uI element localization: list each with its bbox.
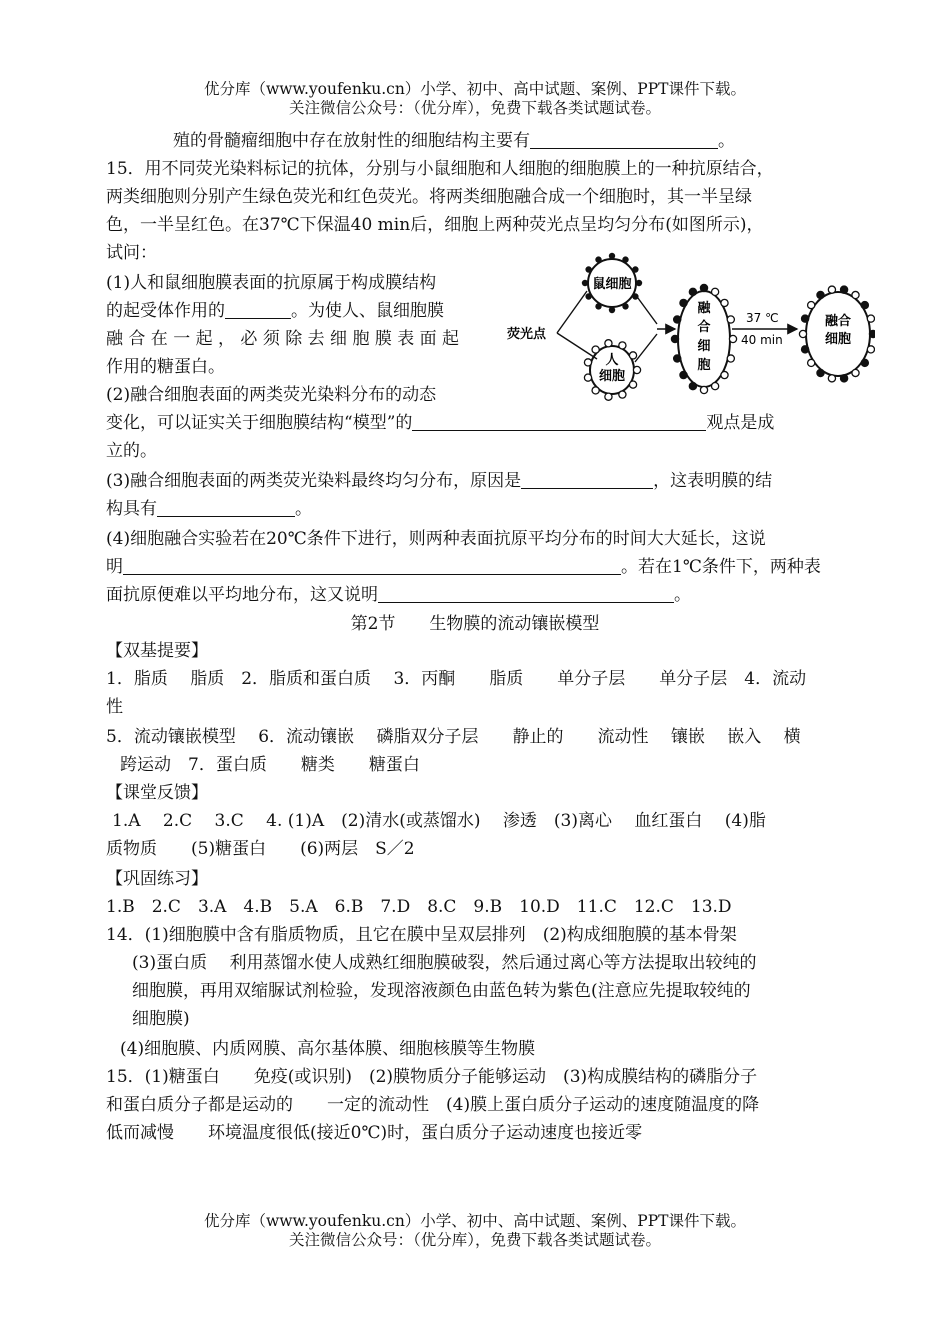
q15-sub4-blank-1[interactable] bbox=[123, 556, 621, 575]
result-cell-label-1: 融合 bbox=[824, 314, 852, 329]
q15-sub4-blank-2[interactable] bbox=[378, 584, 674, 603]
human-cell-antigen bbox=[584, 359, 591, 366]
fused-cell-antigen bbox=[674, 316, 681, 323]
answer-line-4: 跨运动 7．蛋白质 糖类 糖蛋白 bbox=[120, 755, 420, 775]
q15-sub3-blank-2[interactable] bbox=[157, 498, 295, 517]
header-line-2: 关注微信公众号：（优分库），免费下载各类试题试卷。 bbox=[288, 99, 661, 117]
q15-sub3-text-a: (3)融合细胞表面的两类荧光染料最终均匀分布，原因是 bbox=[106, 471, 522, 491]
fused-cell-label-4: 胞 bbox=[697, 358, 711, 373]
heading-feedback: 【课堂反馈】 bbox=[106, 783, 208, 803]
q15-sub2-text-a: 变化，可以证实关于细胞膜结构“模型”的 bbox=[106, 413, 413, 433]
fused-cell-antigen bbox=[729, 335, 736, 342]
q15-line-2: 两类细胞则分别产生绿色荧光和红色荧光。将两类细胞融合成一个细胞时，其一半呈绿 bbox=[106, 187, 752, 207]
result-cell-antigen bbox=[869, 330, 875, 337]
practice-line-1: 1.B 2.C 3.A 4.B 5.A 6.B 7.D 8.C 9.B 10.D 11.C 12.C 13.D bbox=[106, 897, 732, 917]
fused-cell-antigen bbox=[711, 288, 718, 295]
q15-sub2-line-1: (2)融合细胞表面的两类荧光染料分布的动态 bbox=[106, 385, 437, 405]
human-cell-antigen bbox=[619, 342, 626, 349]
mouse-cell-antigen bbox=[632, 266, 638, 272]
human-cell-antigen bbox=[592, 387, 599, 394]
q14-blank[interactable] bbox=[530, 130, 718, 149]
answer-line-1: 1．脂质 脂质 2．脂质和蛋白质 3．丙酮 脂质 单分子层 单分子层 4．流动 bbox=[106, 669, 807, 689]
q14-tail-end: 。 bbox=[718, 131, 735, 151]
result-cell-antigen bbox=[852, 369, 859, 376]
q15-sub4-line-3 bbox=[106, 582, 852, 608]
human-cell-antigen bbox=[605, 340, 612, 347]
human-cell-antigen bbox=[633, 366, 640, 373]
q15-sub2-line-3: 立的。 bbox=[106, 441, 157, 461]
fused-cell-antigen bbox=[689, 383, 696, 390]
result-cell-antigen bbox=[799, 330, 806, 337]
q15-sub1-blank[interactable] bbox=[225, 300, 291, 319]
q15-line-3: 色，一半呈红色。在37℃下保温40 min后，细胞上两种荧光点呈均匀分布(如图所示)， bbox=[106, 215, 764, 235]
q15-sub4-text-b: 。若在1℃条件下，两种表 bbox=[621, 557, 821, 577]
fused-cell-antigen bbox=[711, 383, 718, 390]
result-cell-antigen bbox=[867, 315, 874, 322]
practice-line-4: 细胞膜，再用双缩脲试剂检验，发现溶液颜色由蓝色转为紫色(注意应先提取较纯的 bbox=[132, 981, 751, 1001]
q15-sub1-text-b: 。为使人、鼠细胞膜 bbox=[291, 301, 444, 321]
human-cell-label-2: 细胞 bbox=[598, 369, 626, 384]
merge-line-upper bbox=[635, 294, 657, 324]
mouse-cell-label: 鼠细胞 bbox=[592, 277, 632, 292]
mouse-cell-antigen bbox=[582, 280, 588, 286]
answer-line-3: 5．流动镶嵌模型 6．流动镶嵌 磷脂双分子层 静止的 流动性 镶嵌 嵌入 横 bbox=[106, 727, 801, 747]
fused-cell-label-2: 合 bbox=[697, 320, 711, 335]
human-cell-antigen bbox=[629, 352, 636, 359]
q14-tail-text: 殖的骨髓瘤细胞中存在放射性的细胞结构主要有 bbox=[173, 131, 530, 151]
q15-sub4-line-2 bbox=[106, 554, 852, 580]
header-line-1: 优分库（www.youfenku.cn）小学、初中、高中试题、案例、PPT课件下载。 bbox=[203, 80, 747, 98]
result-cell-antigen bbox=[817, 369, 824, 376]
fused-cell-antigen bbox=[689, 288, 696, 295]
q15-sub3-text-b: ，这表明膜的结 bbox=[653, 471, 773, 491]
fused-cell-antigen bbox=[721, 371, 728, 378]
q15-line-4: 试问： bbox=[106, 243, 157, 263]
result-cell-antigen bbox=[861, 359, 868, 366]
feedback-line-2: 质物质 (5)糖蛋白 (6)两层 S／2 bbox=[106, 839, 415, 859]
q15-line-1: 15．用不同荧光染料标记的抗体，分别与小鼠细胞和人细胞的细胞膜上的一种抗原结合， bbox=[106, 159, 774, 179]
fluorescent-pointer-upper bbox=[557, 291, 587, 333]
q15-sub2-blank[interactable] bbox=[412, 412, 706, 431]
result-cell-antigen bbox=[861, 301, 868, 308]
q15-sub4-text-c: 面抗原便难以平均地分布，这又说明 bbox=[106, 585, 378, 605]
q15-sub1-text-a: 的起受体作用的 bbox=[106, 301, 225, 321]
mouse-cell-antigen bbox=[595, 303, 601, 309]
fused-cell-antigen bbox=[674, 355, 681, 362]
mouse-cell-antigen bbox=[636, 280, 642, 286]
fused-cell-antigen bbox=[671, 335, 678, 342]
q15-sub1-line-1: (1)人和鼠细胞膜表面的抗原属于构成膜结构 bbox=[106, 273, 437, 293]
q15-sub4-text-a: 明 bbox=[106, 557, 123, 577]
mouse-cell-antigen bbox=[622, 303, 628, 309]
heading-basics: 【双基提要】 bbox=[106, 641, 208, 661]
temperature-label: 37 ℃ bbox=[746, 311, 779, 325]
cell-fusion-diagram bbox=[505, 246, 875, 406]
mouse-cell-antigen bbox=[622, 256, 628, 262]
q15-sub2-text-b: 观点是成 bbox=[706, 413, 775, 433]
human-cell-antigen bbox=[619, 391, 626, 398]
answer-line-2: 性 bbox=[106, 697, 123, 717]
result-cell-antigen bbox=[808, 359, 815, 366]
fused-cell-label-3: 细 bbox=[697, 339, 711, 354]
merge-line-lower bbox=[635, 334, 657, 362]
mouse-cell-antigen bbox=[609, 253, 615, 259]
human-cell-antigen bbox=[605, 393, 612, 400]
q15-sub4-line-1: (4)细胞融合实验若在20℃条件下进行，则两种表面抗原平均分布的时间大大延长，这说 bbox=[106, 529, 766, 549]
result-cell-antigen bbox=[867, 346, 874, 353]
human-cell-antigen bbox=[629, 381, 636, 388]
footer-line-2: 关注微信公众号：（优分库），免费下载各类试题试卷。 bbox=[288, 1231, 661, 1249]
fused-cell-antigen bbox=[700, 284, 707, 291]
fluorescent-pointer-lower bbox=[557, 333, 597, 359]
q15-sub1-line-2 bbox=[106, 298, 506, 324]
heading-practice: 【巩固练习】 bbox=[106, 869, 208, 889]
practice-line-5: 细胞膜) bbox=[132, 1009, 190, 1029]
fused-cell-antigen bbox=[680, 371, 687, 378]
mouse-cell-antigen bbox=[609, 307, 615, 313]
mouse-cell-antigen bbox=[595, 256, 601, 262]
q15-sub3-blank-1[interactable] bbox=[521, 470, 653, 489]
result-cell-antigen bbox=[840, 375, 847, 382]
fused-cell-antigen bbox=[680, 299, 687, 306]
practice-line-2: 14．(1)细胞膜中含有脂质物质，且它在膜中呈双层排列 (2)构成细胞膜的基本骨架 bbox=[106, 925, 737, 945]
human-cell-antigen bbox=[584, 374, 591, 381]
fused-cell-antigen bbox=[727, 355, 734, 362]
practice-line-9: 低而减慢 环境温度很低(接近0℃)时，蛋白质分子运动速度也接近零 bbox=[106, 1123, 643, 1143]
fluorescent-label: 荧光点 bbox=[507, 327, 547, 342]
fused-cell-antigen bbox=[727, 316, 734, 323]
mouse-cell-antigen bbox=[585, 266, 591, 272]
result-cell-antigen bbox=[802, 315, 809, 322]
practice-line-6: (4)细胞膜、内质网膜、高尔基体膜、细胞核膜等生物膜 bbox=[120, 1039, 536, 1059]
human-cell-label-1: 人 bbox=[605, 353, 619, 368]
fused-cell-label-1: 融 bbox=[697, 301, 711, 316]
q15-sub2-line-2 bbox=[106, 410, 852, 436]
result-cell-antigen bbox=[817, 291, 824, 298]
section-title: 第2节 生物膜的流动镶嵌模型 bbox=[350, 614, 600, 634]
q15-sub1-line-3: 融 合 在 一 起 ， 必 须 除 去 细 胞 膜 表 面 起 bbox=[106, 329, 460, 349]
fused-cell-antigen bbox=[700, 386, 707, 393]
practice-line-7: 15．(1)糖蛋白 免疫(或识别) (2)膜物质分子能够运动 (3)构成膜结构的磷脂分子 bbox=[106, 1067, 758, 1087]
result-cell-antigen bbox=[828, 375, 835, 382]
q15-sub3-line-1 bbox=[106, 468, 852, 494]
result-cell-antigen bbox=[808, 301, 815, 308]
q15-sub3-text-c: 构具有 bbox=[106, 499, 157, 519]
result-cell-antigen bbox=[840, 286, 847, 293]
result-cell-label-2: 细胞 bbox=[824, 332, 852, 347]
footer-line-1: 优分库（www.youfenku.cn）小学、初中、高中试题、案例、PPT课件下载。 bbox=[203, 1212, 747, 1230]
q15-sub4-text-d: 。 bbox=[674, 585, 691, 605]
result-cell-antigen bbox=[828, 286, 835, 293]
result-cell-antigen bbox=[852, 291, 859, 298]
result-cell-antigen bbox=[802, 346, 809, 353]
time-label: 40 min bbox=[741, 333, 783, 347]
feedback-line-1: 1.A 2.C 3.C 4. (1)A (2)清水(或蒸馏水) 渗透 (3)离心 血红蛋白 (4)脂 bbox=[112, 811, 766, 831]
practice-line-8: 和蛋白质分子都是运动的 一定的流动性 (4)膜上蛋白质分子运动的速度随温度的降 bbox=[106, 1095, 760, 1115]
human-cell-antigen bbox=[592, 346, 599, 353]
q15-sub3-text-d: 。 bbox=[295, 499, 312, 519]
mouse-cell-antigen bbox=[585, 293, 591, 299]
fused-cell-antigen bbox=[721, 299, 728, 306]
q15-sub1-line-4: 作用的糖蛋白。 bbox=[106, 357, 225, 377]
practice-line-3: (3)蛋白质 利用蒸馏水使人成熟红细胞膜破裂，然后通过离心等方法提取出较纯的 bbox=[132, 953, 757, 973]
q14-tail bbox=[173, 128, 919, 154]
q15-sub3-line-2 bbox=[106, 496, 852, 522]
